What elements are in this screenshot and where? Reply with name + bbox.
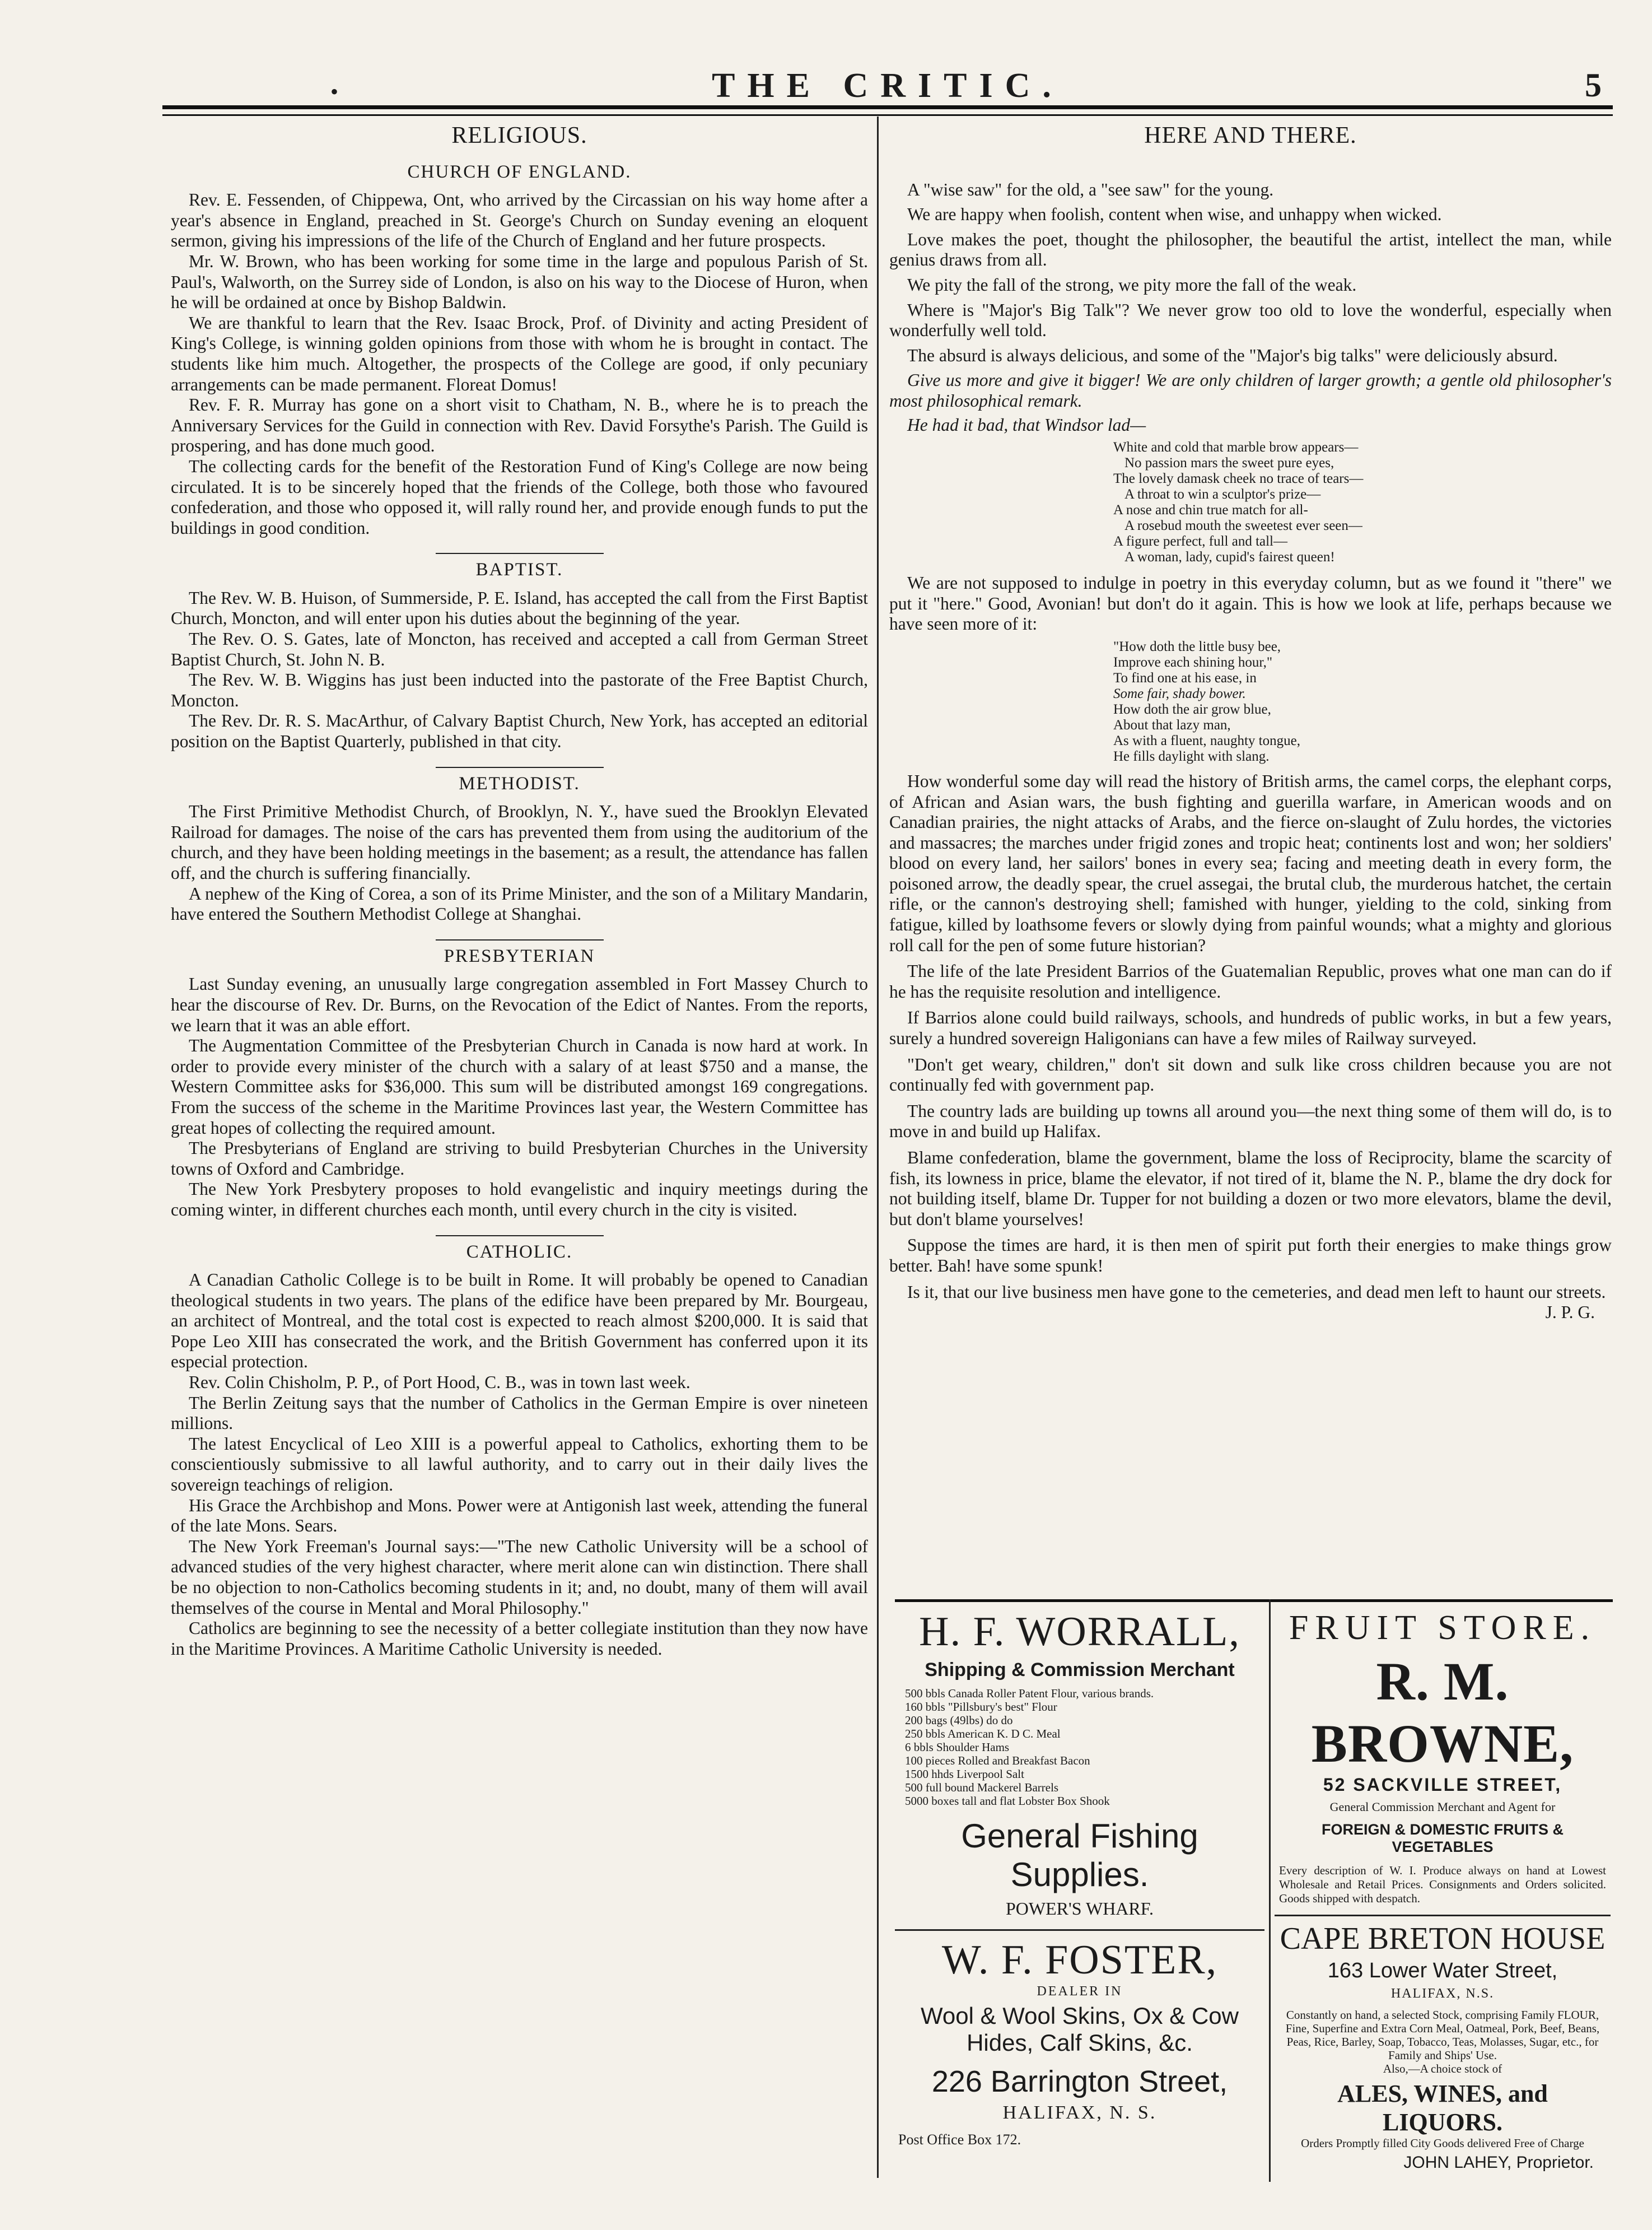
poem-line: As with a fluent, naughty tongue, bbox=[1113, 733, 1300, 748]
article-paragraph: The First Primitive Methodist Church, of Brooklyn, N. Y., have sued the Brooklyn Elevated Railroad for damages. The noise of the cars has prevented them from using the auditorium of the church, and they have been holding meetings in the basement; as a result, the attendance has fallen off, and the church is suffering financially. bbox=[171, 802, 868, 883]
religious-column bbox=[171, 118, 868, 1659]
section-separator bbox=[436, 1235, 604, 1236]
ad-fruit-desc: General Commission Merchant and Agent for bbox=[1329, 1800, 1556, 1814]
article-paragraph: Rev. E. Fessenden, of Chippewa, Ont, who arrived by the Circassian on his way home after a year's absence in England, preached in St. George's Church on Sunday evening an eloquent sermon, giving his impressions of the life of the Church of England and her future prospects. bbox=[171, 190, 868, 251]
article-paragraph: The collecting cards for the benefit of the Restoration Fund of King's College are now being circulated. It is to be sincerely hoped that the friends of the College, both those who favoured confederation, and those who opposed it, will rally round her, and provide enough funds to put the buildings in good condition. bbox=[171, 456, 868, 538]
ad-foster-line1: Wool & Wool Skins, Ox & Cow bbox=[921, 2003, 1239, 2029]
ad-cape-heading: CAPE BRETON HOUSE bbox=[1280, 1921, 1606, 1956]
signature: J. P. G. bbox=[1545, 1302, 1595, 1323]
section-title-presbyterian: PRESBYTERIAN bbox=[444, 946, 595, 966]
ad-foster-pobox: Post Office Box 172. bbox=[898, 2131, 1021, 2148]
here-and-there-column bbox=[889, 118, 1612, 1323]
ad-fruit-note: Every description of W. I. Produce always on hand at Lowest Wholesale and Retail Prices. Consignments and Orders solicited. Goods shipped with despatch. bbox=[1279, 1864, 1606, 1905]
ad-worrall bbox=[895, 1608, 1264, 2148]
article-paragraph: The Rev. O. S. Gates, late of Moncton, has received and accepted a call from German Street Baptist Church, St. John N. B. bbox=[171, 629, 868, 669]
article-paragraph: The Berlin Zeitung says that the number of Catholics in the German Empire is over nineteen millions. bbox=[171, 1393, 868, 1433]
ad-item: 250 bbls American K. D C. Meal bbox=[905, 1727, 1061, 1740]
ad-item: 6 bbls Shoulder Hams bbox=[905, 1740, 1010, 1754]
article-paragraph: Blame confederation, blame the government, blame the loss of Reciprocity, blame the scarcity of fish, its lowness in price, blame the elevator, if not tired of it, blame the N. P., blame the dry dock for not building itself, blame Dr. Tupper for not building a dozen or two more elevators, blame the devil, but don't blame yourselves! bbox=[889, 1148, 1612, 1229]
ad-item: 5000 boxes tall and flat Lobster Box Shook bbox=[905, 1794, 1110, 1808]
ad-cape-proprietor: JOHN LAHEY, Proprietor. bbox=[1403, 2153, 1594, 2172]
ad-cape-products: ALES, WINES, and LIQUORS. bbox=[1337, 2080, 1548, 2136]
religious-heading: RELIGIOUS. bbox=[451, 123, 587, 148]
ad-fruit-line: FOREIGN & DOMESTIC FRUITS & VEGETABLES bbox=[1322, 1821, 1564, 1855]
ad-foster-line2: Hides, Calf Skins, &c. bbox=[967, 2029, 1193, 2056]
ad-worrall-tagline: General Fishing Supplies. bbox=[961, 1817, 1198, 1893]
article-paragraph: "Don't get weary, children," don't sit down and sulk like cross children because you are not continually fed with government pap. bbox=[889, 1054, 1612, 1095]
article-paragraph: The New York Freeman's Journal says:—"The new Catholic University will be a school of advanced studies of the very highest character, where merit alone can win distinction. There shall be no objection to non-Catholics becoming students in it; and, no doubt, many of them will avail themselves of the course in Mental and Moral Philosophy." bbox=[171, 1536, 868, 1618]
ad-item: 160 bbls "Pillsbury's best" Flour bbox=[905, 1700, 1057, 1714]
article-paragraph: Where is "Major's Big Talk"? We never grow too old to love the wonderful, especially when wonderfully well told. bbox=[889, 300, 1612, 341]
ad-foster-dealer: DEALER IN bbox=[1037, 1984, 1123, 1999]
article-paragraph: The life of the late President Barrios of the Guatemalian Republic, proves what one man can do if he has the requisite resolution and intelligence. bbox=[889, 961, 1612, 1002]
ad-fruit-store bbox=[1275, 1608, 1611, 2172]
article-paragraph: The latest Encyclical of Leo XIII is a powerful appeal to Catholics, exhorting them to be conscientiously submissive to all lawful authority, and to carry out in their daily lives the sovereign teachings of religion. bbox=[171, 1433, 868, 1495]
ad-foster-address: 226 Barrington Street, bbox=[931, 2065, 1228, 2098]
poem-line: A throat to win a sculptor's prize— bbox=[1124, 487, 1321, 502]
poem-line: Some fair, shady bower. bbox=[1113, 686, 1246, 701]
poem-line: A nose and chin true match for all- bbox=[1113, 502, 1308, 518]
ad-item: 1500 hhds Liverpool Salt bbox=[905, 1767, 1024, 1781]
article-paragraph: The country lads are building up towns all around you—the next thing some of them will do, is to move in and build up Halifax. bbox=[889, 1101, 1612, 1142]
ads-divider bbox=[1269, 1599, 1271, 2182]
ad-worrall-location: POWER'S WHARF. bbox=[1006, 1898, 1154, 1919]
article-paragraph: We are happy when foolish, content when wise, and unhappy when wicked. bbox=[907, 204, 1442, 225]
header-dot: • bbox=[330, 79, 339, 104]
section-title-methodist: METHODIST. bbox=[459, 773, 580, 794]
article-paragraph: If Barrios alone could build railways, schools, and hundreds of public works, in but a few years, surely a hundred sovereign Haligonians can have a few miles of Railway surveyed. bbox=[889, 1008, 1612, 1049]
article-paragraph: Suppose the times are hard, it is then men of spirit put forth their energies to make things grow better. Bah! have some spunk! bbox=[889, 1235, 1612, 1275]
masthead-rule-thin bbox=[162, 114, 1613, 116]
article-paragraph: Mr. W. Brown, who has been working for some time in the large and populous Parish of St. Paul's, Walworth, on the Surrey side of London, is also on his way to the Diocese of Huron, when he will be ordained at once by Bishop Baldwin. bbox=[171, 251, 868, 313]
poem-line: To find one at his ease, in bbox=[1113, 670, 1257, 686]
ad-item: 100 pieces Rolled and Breakfast Bacon bbox=[905, 1754, 1090, 1767]
ad-fruit-name: R. M. BROWNE, bbox=[1311, 1651, 1574, 1773]
article-paragraph: The Rev. W. B. Huison, of Summerside, P. E. Island, has accepted the call from the First Baptist Church, Moncton, and will enter upon his duties about the beginning of the year. bbox=[171, 588, 868, 629]
ad-cape-desc: Constantly on hand, a selected Stock, comprising Family FLOUR, Fine, Superfine and Extra Corn Meal, Oatmeal, Pork, Beef, Beans, Peas, Rice, Barley, Soap, Tobacco, Teas, Molasses, Sugar, etc., for Family and Ships' Use. bbox=[1285, 2008, 1600, 2062]
section-separator bbox=[436, 553, 604, 554]
ads-top-rule bbox=[895, 1599, 1613, 1602]
here-and-there-heading: HERE AND THERE. bbox=[1144, 123, 1357, 148]
poem-line: Improve each shining hour," bbox=[1113, 654, 1273, 670]
article-paragraph: Give us more and give it bigger! We are only children of larger growth; a gentle old philosopher's most philosophical remark. bbox=[889, 370, 1612, 411]
masthead-rule-thick bbox=[162, 105, 1613, 109]
poem-line: He fills daylight with slang. bbox=[1113, 748, 1270, 764]
ad-foster-name: W. F. FOSTER, bbox=[941, 1937, 1218, 1983]
section-title-catholic: CATHOLIC. bbox=[466, 1241, 573, 1262]
poem-line: "How doth the little busy bee, bbox=[1113, 639, 1281, 654]
ad-separator bbox=[1275, 1915, 1611, 1916]
poem-windsor-lad bbox=[1113, 440, 1612, 565]
page-number: 5 bbox=[1585, 67, 1602, 104]
poem-intro: He had it bad, that Windsor lad— bbox=[907, 415, 1146, 435]
article-paragraph: Last Sunday evening, an unusually large congregation assembled in Fort Massey Church to hear the discourse of Rev. Dr. Burns, on the Revocation of the Edict of Nantes. From the reports, we learn that it was an able effort. bbox=[171, 974, 868, 1035]
section-separator bbox=[436, 767, 604, 768]
article-paragraph: The Augmentation Committee of the Presbyterian Church in Canada is now hard at work. In order to provide every minister of the church with a salary of at least $750 and a manse, the Western Committee asks for $36,000. This sum will be distributed amongst 169 congregations. From the success of the scheme in the Maritime Provinces last year, the Western Committee has great hopes of collecting the required amount. bbox=[171, 1036, 868, 1138]
ad-foster-city: HALIFAX, N. S. bbox=[1002, 2102, 1157, 2123]
article-paragraph: The Presbyterians of England are striving to build Presbyterian Churches in the University towns of Oxford and Cambridge. bbox=[171, 1138, 868, 1179]
article-paragraph: The Rev. W. B. Wiggins has just been inducted into the pastorate of the Free Baptist Church, Moncton. bbox=[171, 670, 868, 710]
poem-line: A rosebud mouth the sweetest ever seen— bbox=[1124, 518, 1362, 534]
article-paragraph: Love makes the poet, thought the philosopher, the beautiful the artist, intellect the man, while genius draws from all. bbox=[889, 229, 1612, 270]
poem-line: A figure perfect, full and tall— bbox=[1113, 534, 1287, 550]
article-paragraph: Is it, that our live business men have gone to the cemeteries, and dead men left to haunt our streets. bbox=[907, 1282, 1606, 1302]
ad-worrall-items bbox=[905, 1687, 1264, 1808]
ad-item: 500 bbls Canada Roller Patent Flour, various brands. bbox=[905, 1687, 1154, 1700]
advertisements bbox=[895, 1599, 1613, 2187]
section-separator bbox=[436, 939, 604, 941]
article-paragraph: Rev. F. R. Murray has gone on a short visit to Chatham, N. B., where he is to preach the Anniversary Services for the Guild in connection with Rev. David Forsythe's Parish. The Guild is prospering, and has done much good. bbox=[171, 395, 868, 456]
ad-cape-orders: Orders Promptly filled City Goods delivered Free of Charge bbox=[1301, 2136, 1584, 2150]
ad-worrall-subtitle: Shipping & Commission Merchant bbox=[925, 1659, 1235, 1680]
article-paragraph: We are thankful to learn that the Rev. Isaac Brock, Prof. of Divinity and acting President of King's College, is winning golden opinions from those with whom he is brought in contact. The students like him much. Altogether, the prospects of the College are good, if only pecuniary arrangements can be made permanent. Floreat Domus! bbox=[171, 313, 868, 394]
section-title-church-of-england: CHURCH OF ENGLAND. bbox=[407, 161, 632, 182]
article-paragraph: A nephew of the King of Corea, a son of its Prime Minister, and the son of a Military Mandarin, have entered the Southern Methodist College at Shanghai. bbox=[171, 883, 868, 924]
ad-worrall-name: H. F. WORRALL, bbox=[919, 1609, 1240, 1655]
ad-fruit-address: 52 SACKVILLE STREET, bbox=[1323, 1775, 1562, 1795]
poem-line: The lovely damask cheek no trace of tears— bbox=[1113, 471, 1364, 487]
section-title-baptist: BAPTIST. bbox=[475, 560, 563, 580]
ad-item: 500 full bound Mackerel Barrels bbox=[905, 1781, 1059, 1794]
poem-line: About that lazy man, bbox=[1113, 717, 1231, 733]
article-paragraph: A Canadian Catholic College is to be built in Rome. It will probably be opened to Canadian theological students in two years. The plans of the edifice have been prepared by Mr. Bourgeau, an architect of Montreal, and the total cost is expected to reach almost $200,000. It is said that Pope Leo XIII has consecrated the work, and the British Government has conferred upon it its especial protection. bbox=[171, 1270, 868, 1372]
poem-busy-bee bbox=[1113, 639, 1612, 765]
masthead-title: THE CRITIC. bbox=[712, 67, 1063, 105]
ad-cape-city: HALIFAX, N.S. bbox=[1390, 1986, 1495, 2001]
poem-line: How doth the air grow blue, bbox=[1113, 701, 1271, 717]
article-paragraph: Catholics are beginning to see the necessity of a better collegiate institution than they now have in the Maritime Provinces. A Maritime Catholic University is needed. bbox=[171, 1618, 868, 1659]
poem-line: White and cold that marble brow appears— bbox=[1113, 440, 1359, 455]
article-paragraph: The New York Presbytery proposes to hold evangelistic and inquiry meetings during the coming winter, in different churches each month, until every church in the city is visited. bbox=[171, 1179, 868, 1219]
article-paragraph: The Rev. Dr. R. S. MacArthur, of Calvary Baptist Church, New York, has accepted an editorial position on the Baptist Quarterly, published in that city. bbox=[171, 711, 868, 752]
ad-cape-address: 163 Lower Water Street, bbox=[1327, 1959, 1558, 1982]
ad-fruit-heading: FRUIT STORE. bbox=[1289, 1609, 1597, 1647]
ad-cape-also: Also,—A choice stock of bbox=[1383, 2062, 1502, 2075]
article-paragraph: We pity the fall of the strong, we pity more the fall of the weak. bbox=[907, 274, 1357, 295]
ad-item: 200 bags (49lbs) do do bbox=[905, 1714, 1013, 1727]
ad-separator bbox=[895, 1929, 1264, 1931]
article-paragraph: His Grace the Archbishop and Mons. Power were at Antigonish last week, attending the funeral of the late Mons. Sears. bbox=[171, 1495, 868, 1536]
masthead bbox=[162, 66, 1613, 111]
column-divider bbox=[877, 117, 879, 2178]
article-paragraph: We are not supposed to indulge in poetry in this everyday column, but as we found it "there" we put it "here." Good, Avonian! but don't do it again. This is how we look at life, perhaps because we have seen more of it: bbox=[889, 573, 1612, 634]
poem-line: A woman, lady, cupid's fairest queen! bbox=[1124, 550, 1335, 565]
article-paragraph: How wonderful some day will read the history of British arms, the camel corps, the elephant corps, of African and Asian wars, the bush fighting and guerilla warfare, in American woods and on Canadian prairies, the night attacks of Arabs, and the fierce on-slaught of Zulu hordes, the victories and massacres; the marches under frigid zones and tropic heat; continents lost and won; her soldiers' blood on every land, her sailors' bones in every sea; facing and meeting death in every form, the poisoned arrow, the deadly spear, the cruel assegai, the brutal club, the murderous hatchet, the certain rifle, or the cannon's destroying shell; famished with hunger, yielding to the cold, sinking from fatigue, killed by loathsome fevers or slowly dying from painful wounds; what a mighty and glorious roll call for the pen of some future historian? bbox=[889, 771, 1612, 955]
poem-line: No passion mars the sweet pure eyes, bbox=[1124, 455, 1334, 471]
article-paragraph: Rev. Colin Chisholm, P. P., of Port Hood, C. B., was in town last week. bbox=[189, 1372, 690, 1393]
article-paragraph: The absurd is always delicious, and some of the "Major's big talks" were deliciously absurd. bbox=[907, 345, 1558, 365]
article-paragraph: A "wise saw" for the old, a "see saw" for the young. bbox=[907, 179, 1274, 199]
